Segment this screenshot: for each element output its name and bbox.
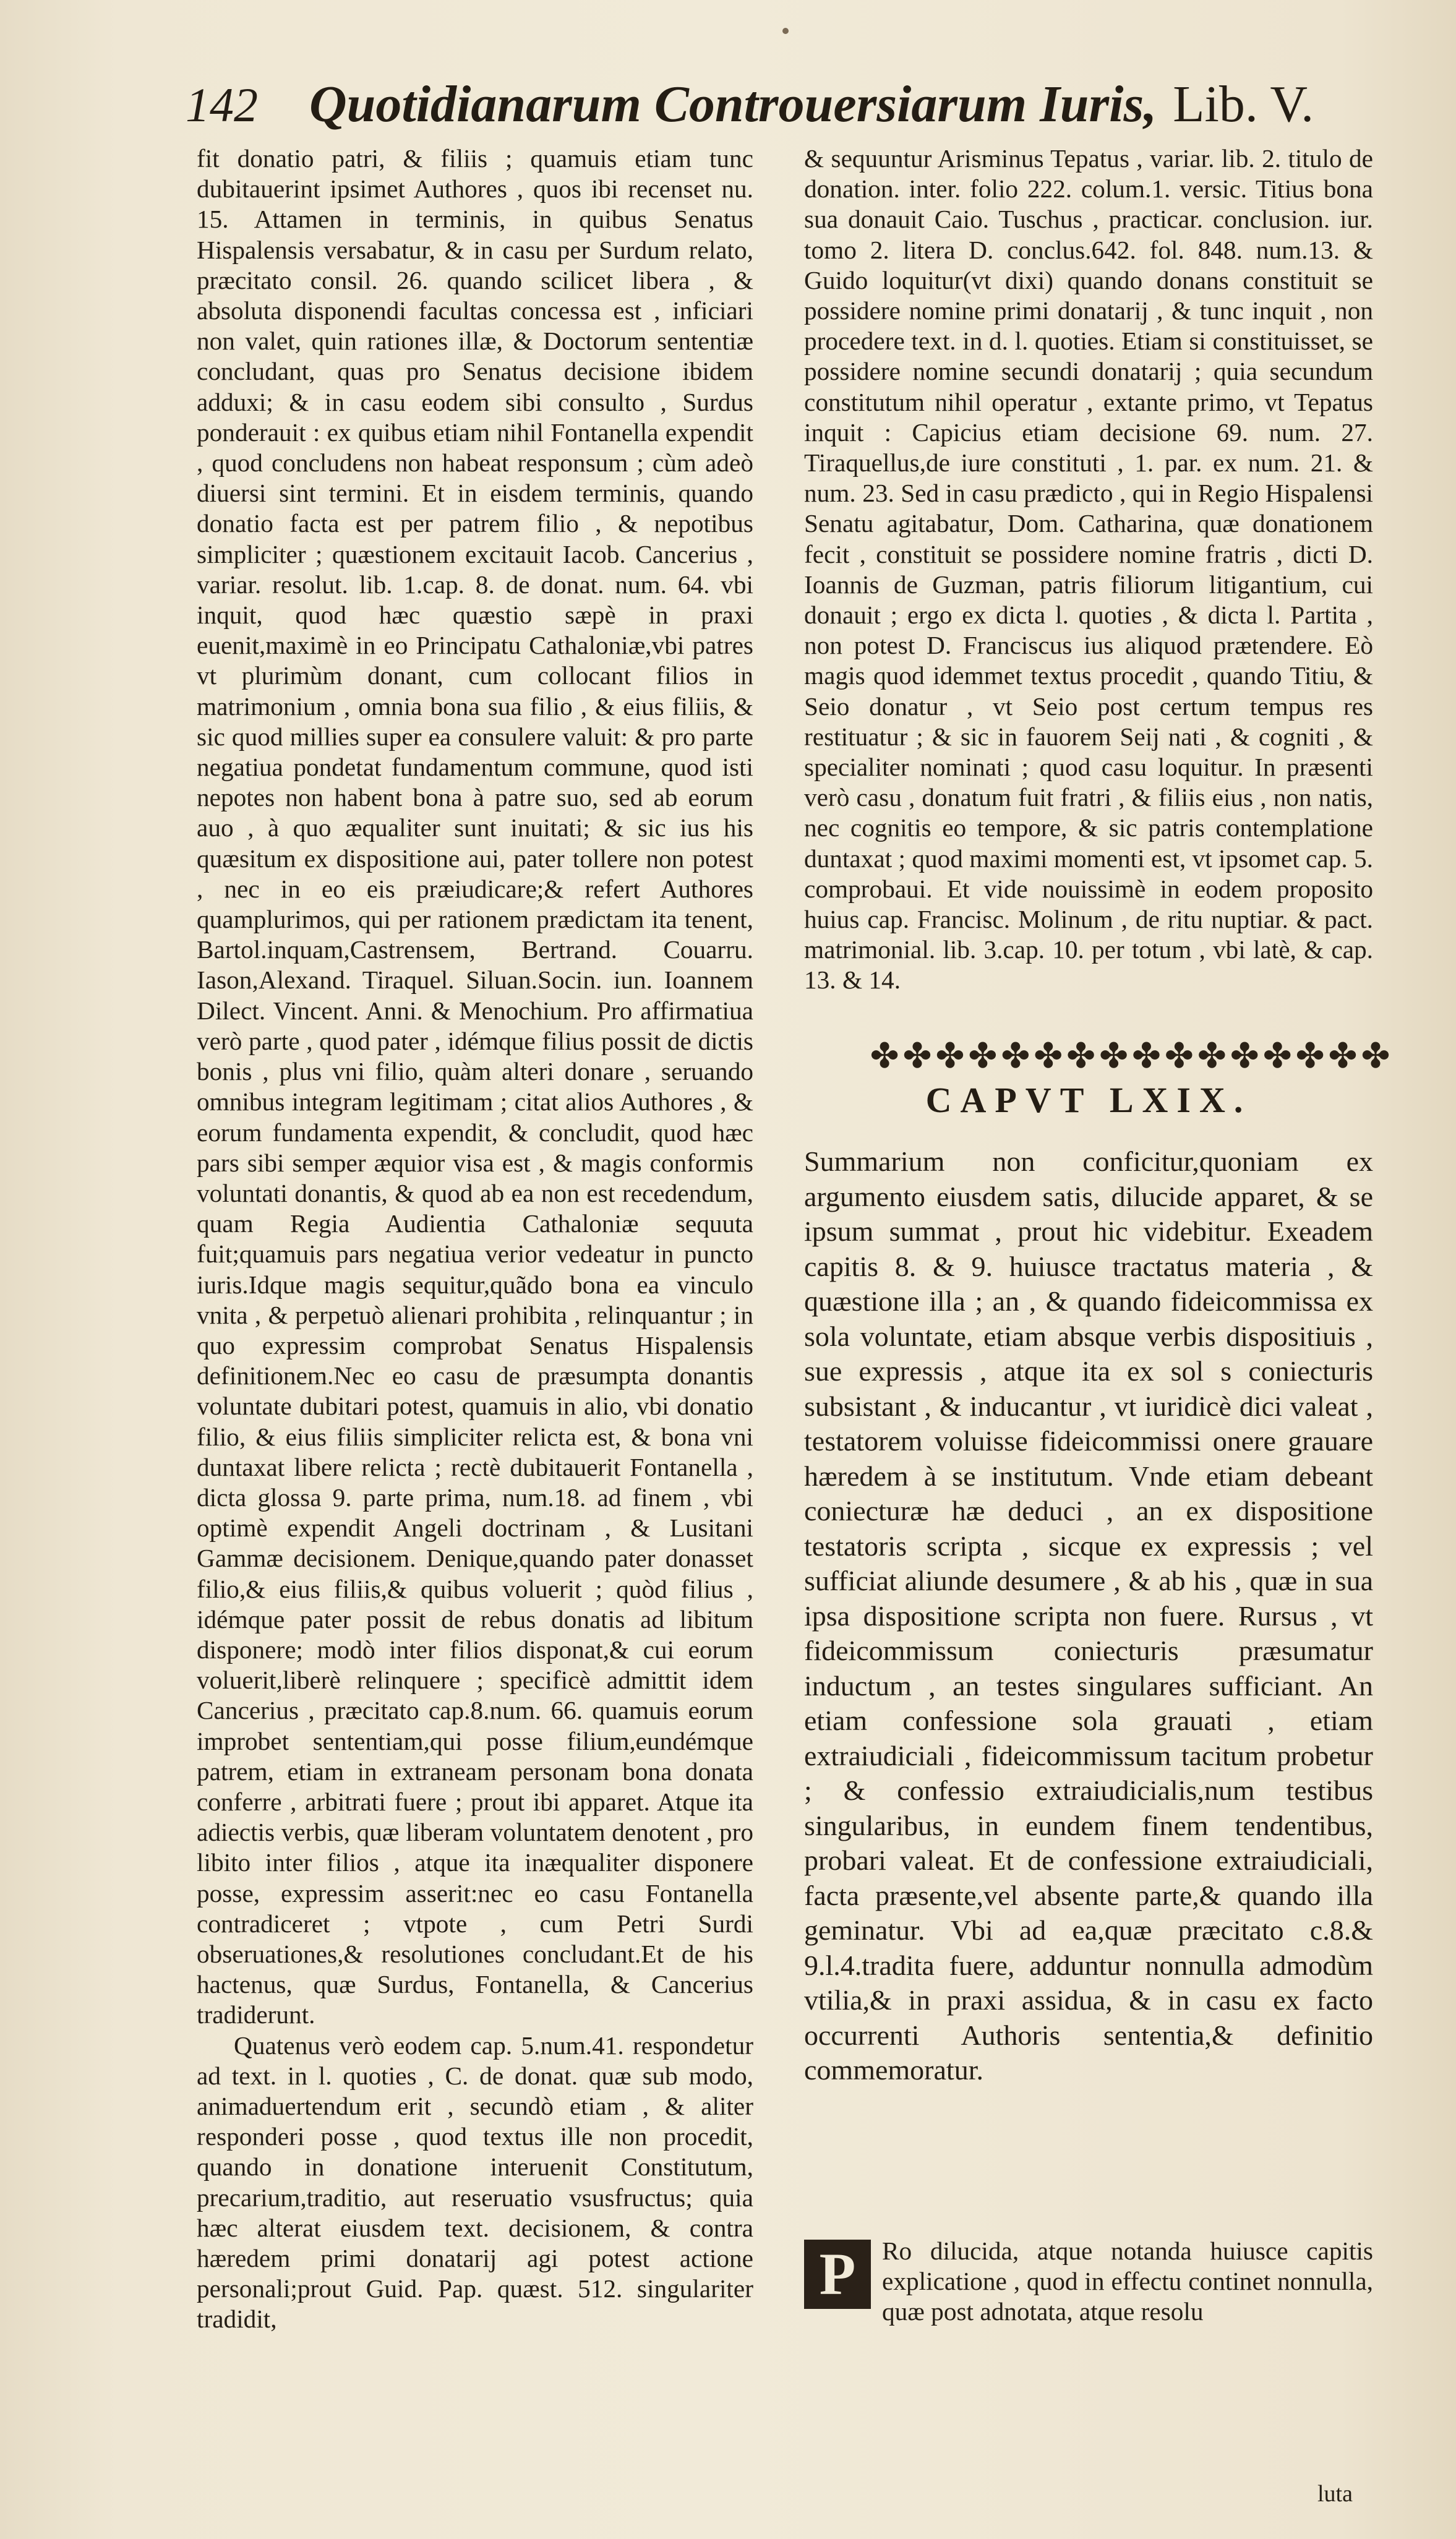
ornament-band: ✤✤✤✤✤✤✤✤✤✤✤✤✤✤✤✤ xyxy=(870,1037,1394,1076)
right-paragraph-1: & sequuntur Arisminus Tepatus , variar. lib. 2. titulo de donation. inter. folio 222. colum.1. versic. Titius bona sua donauit Caio. Tuschus , practicar. conclusion. iur. tomo 2. litera D. conclus.642. fol. 848. num.13. & Guido loquitur(vt dixi) quando donans constituit se possidere nomine primi donatarij , & tunc inquit , non procedere text. in d. l. quoties. Etiam si constituisset, se possidere nomine secundi donatarij ; quia secundum constitutum nihil operatur , extante primo, vt Tepatus inquit : Capicius etiam decisione 69. num. 27. Tiraquellus,de iure constituti , 1. par. ex num. 21. & num. 23. Sed in casu prædicto , qui in Regio Hispalensi Senatu agitabatur, Dom. Catharina, quæ donationem fecit , constituit se possidere nomine fratris , dicti D. Ioannis de Guzman, patris filiorum litigantium, cui donauit ; ergo ex dicta l. quoties , & dicta l. Partita , non potest D. Franciscus ius aliquod prætendere. Eò magis quod idemmet textus procedit , quando Titiu, & Seio donatur , vt Seio post certum tempus res restituatur ; & sic in fauorem Seij nati , & cogniti , & specialiter nominati ; quod casu loquitur. In præsenti verò casu , donatum fuit fratri , & filiis eius , non natis, nec cognitis eo tempore, & sic patris contemplatione duntaxat ; quod maximi momenti est, vt ipsomet cap. 5. comprobaui. Et vide nouissimè in eodem proposito huius cap. Francisc. Molinum , de ritu nuptiar. & pact. matrimonial. lib. 3.cap. 10. per totum , vbi latè, & cap. 13. & 14. xyxy=(804,144,1373,995)
chapter-body xyxy=(804,2236,1373,2327)
summary-text: Summarium non conficitur,quoniam ex argumento eiusdem satis, dilucide apparet, & se ipsum summat , prout hic videbitur. Exeadem capitis 8. & 9. huiusce tractatus materia , & quæstione illa ; an , & quando fideicommissa ex sola voluntate, etiam absque verbis dispositiuis , sue expressis , atque ita ex sol s coniecturis subsistant , & inducantur , vt iuridicè dici valeat , testatorem voluisse fideicommissi onere grauare hæredem à se institutum. Vnde etiam debeant coniecturæ hæ deduci , an ex dispositione testatoris scripta , sicque ex expressis ; vel sufficiat aliunde desumere , & ab his , quæ in sua ipsa dispositione scripta non fuere. Rursus , vt fideicommissum coniecturis præsumatur inductum , an testes singulares sufficiant. An etiam confessione sola grauati , etiam extraiudiciali , fideicommissum tacitum probetur ; & confessio extraiudicialis,num testibus singularibus, in eundem finem tendentibus, probari valeat. Et de confessione extraiudiciali, facta præsente,vel absente parte,& quando illa geminatur. Vbi ad ea,quæ præcitato c.8.& 9.l.4.tradita fuere, adduntur nonnulla admodùm vtilia,& in praxi assidua, & in casu ex facto occurrenti Authoris sententia,& definitio commemoratur. xyxy=(804,1145,1373,2086)
right-column-top xyxy=(804,143,1373,996)
body-text: Ro dilucida, atque notanda huiusce capitis explicatione , quod in effectu continet nonnulla, quæ post adnotata, atque resolu xyxy=(882,2237,1373,2326)
left-column xyxy=(197,143,753,2335)
drop-cap: P xyxy=(804,2240,871,2309)
ink-dot xyxy=(782,28,789,34)
left-paragraph-2: Quatenus verò eodem cap. 5.num.41. respondetur ad text. in l. quoties , C. de donat. quæ sub modo, animaduertendum erit , secundò etiam , & aliter responderi posse , quod textus ille non procedit, quando in donatione interuenit Constitutum, precarium,traditio, aut reseruatio vsusfructus; quia hæc alterat eiusdem text. decisionem, & contra hæredem primi donatarij agi potest actione personali;prout Guid. Pap. quæst. 512. singulariter tradidit, xyxy=(197,2031,753,2334)
left-paragraph-1: fit donatio patri, & filiis ; quamuis etiam tunc dubitauerint ipsimet Authores , quos ibi recenset nu. 15. Attamen in terminis, in quibus Senatus Hispalensis versabatur, & in casu per Surdum relato, præcitato consil. 26. quando scilicet libera , & absoluta disponendi facultas concessa est , inficiari non valet, quin rationes illæ, & Doctorum sententiæ concludant, quas pro Senatus decisione ibidem adduxi; & in casu eodem sibi consulto , Surdus ponderauit : ex quibus etiam nihil Fontanella expendit , quod concludens non habeat responsum ; cùm adeò diuersi sint termini. Et in eisdem terminis, quando donatio facta est per patrem filio , & nepotibus simpliciter ; quæstionem excitauit Iacob. Cancerius , variar. resolut. lib. 1.cap. 8. de donat. num. 64. vbi inquit, quod hæc quæstio sæpè in praxi euenit,maximè in eo Principatu Cathaloniæ,vbi patres vt plurimùm donant, cum collocant filios in matrimonium , omnia bona sua filio , & eius filiis, & sic quod millies super ea consulere valuit: & pro parte negatiua pondetat fundamentum commune, quod isti nepotes non habent bona à patre suo, sed ab eorum auo , à quo æqualiter sunt inuitati; & sic ius his quæsitum ex dispositione aui, pater tollere non potest , nec in eo eis præiudicare;& refert Authores quamplurimos, qui per rationem prædictam ita tenent, Bartol.inquam,Castrensem, Bertrand. Couarru. Iason,Alexand. Tiraquel. Siluan.Socin. iun. Ioannem Dilect. Vincent. Anni. & Menochium. Pro affirmatiua verò parte , quod pater , idémque filius possit de dictis bonis , plus vni filio, quàm alteri donare , seruando omnibus integram legitimam ; citat alios Authores , & eorum fundamenta expendit, & concludit, quod hæc pars sibi semper æquior visa est , & magis conformis voluntati donantis, & quod ab ea non est recedendum, quam Regia Audientia Cathaloniæ sequuta fuit;quamuis pars negatiua verior vedeatur in puncto iuris.Idque magis sequitur,quãdo bona ea vinculo vnita , & perpetuò alienari prohibita , relinquantur ; in quo expressim comprobat Senatus Hispalensis definitionem.Nec eo casu de præsumpta donantis voluntate dubitari potest, quamuis in alio, vbi donatio filio, & eius filiis simpliciter relicta est, & bona vni duntaxat libere relicta ; rectè dubitauerit Fontanella , dicta glossa 9. parte prima, num.18. ad finem , vbi optimè expendit Angeli doctrinam , & Lusitani Gammæ decisionem. Denique,quando pater donasset filio,& eius filiis,& quibus voluerit ; quòd filius , idémque pater possit de rebus donatis ad libitum disponere; modò inter filios disponat,& cui eorum voluerit,liberè relinquere ; specificè admittit idem Cancerius , præcitato cap.8.num. 66. quamuis eorum improbet sententiam,qui posse filium,eundémque patrem, etiam in extraneam personam bona donata conferre , arbitrati fuere ; prout ibi apparet. Atque ita adiectis verbis, quæ liberam voluntatem denotent , pro libito inter filios , atque ita inæqualiter disponere posse, expressim asserit:nec eo casu Fontanella contradiceret ; vtpote , cum Petri Surdi obseruationes,& resolutiones concludant.Et de his hactenus, quæ Surdus, Fontanella, & Cancerius tradiderunt. xyxy=(197,144,753,2029)
book-number: Lib. V. xyxy=(1173,75,1314,133)
running-title: Quotidianarum Controuersiarum Iuris, xyxy=(309,75,1157,133)
catchword: luta xyxy=(1317,2481,1353,2507)
chapter-title: CAPVT LXIX. xyxy=(925,1080,1252,1120)
running-header xyxy=(186,74,1404,142)
page-number: 142 xyxy=(186,78,258,132)
chapter-summary xyxy=(804,1144,1373,2088)
